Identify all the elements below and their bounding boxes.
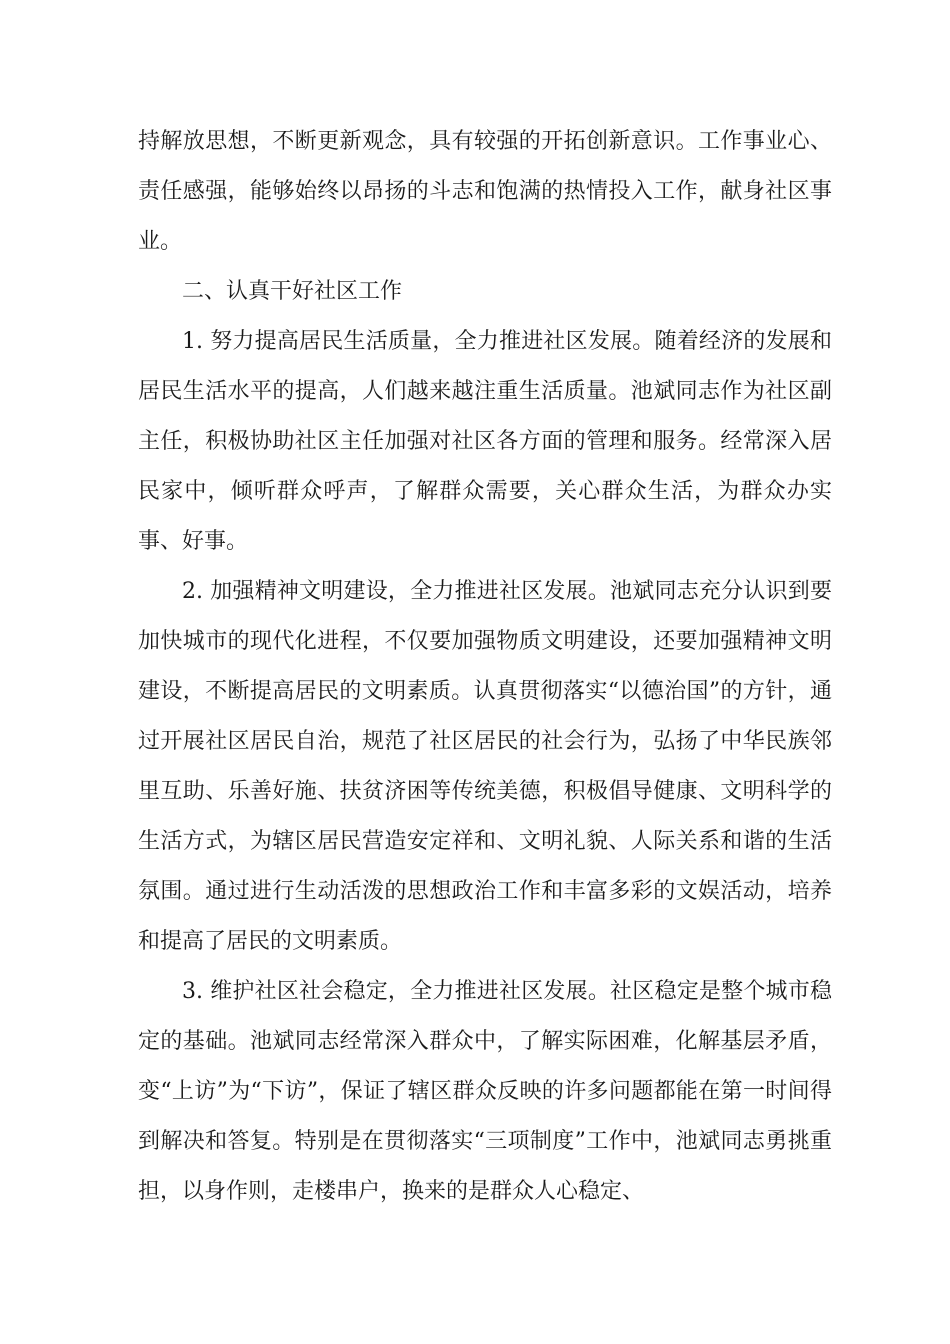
- section-heading: 二、认真干好社区工作: [182, 279, 403, 304]
- paragraph-item-2: 2. 加强精神文明建设，全力推进社区发展。池斌同志充分认识到要加快城市的现代化进程，不仅要加强物质文明建设，还要加强精神文明建设，不断提高居民的文明素质。认真贯彻落实“以德治国”的方针，通过开展社区居民自治，规范了社区居民的社会行为，弘扬了中华民族邻里互助、乐善好施、扶贫济困等传统美德，积极倡导健康、文明科学的生活方式，为辖区居民营造安定祥和、文明礼貌、人际关系和谐的生活氛围。通过进行生动活泼的思想政治工作和丰富多彩的文娱活动，培养和提高了居民的文明素质。: [138, 579, 832, 954]
- paragraph-intro-tail: 持解放思想，不断更新观念，具有较强的开拓创新意识。工作事业心、责任感强，能够始终以昂扬的斗志和饱满的热情投入工作，献身社区事业。: [138, 129, 832, 254]
- document-body: [138, 117, 832, 1217]
- paragraph-item-3: 3. 维护社区社会稳定，全力推进社区发展。社区稳定是整个城市稳定的基础。池斌同志经常深入群众中，了解实际困难，化解基层矛盾，变“上访”为“下访”，保证了辖区群众反映的许多问题都能在第一时间得到解决和答复。特别是在贯彻落实“三项制度”工作中，池斌同志勇挑重担，以身作则，走楼串户，换来的是群众人心稳定、: [138, 979, 832, 1204]
- paragraph-item-1: 1. 努力提高居民生活质量，全力推进社区发展。随着经济的发展和居民生活水平的提高，人们越来越注重生活质量。池斌同志作为社区副主任，积极协助社区主任加强对社区各方面的管理和服务。经常深入居民家中，倾听群众呼声，了解群众需要，关心群众生活，为群众办实事、好事。: [138, 329, 832, 554]
